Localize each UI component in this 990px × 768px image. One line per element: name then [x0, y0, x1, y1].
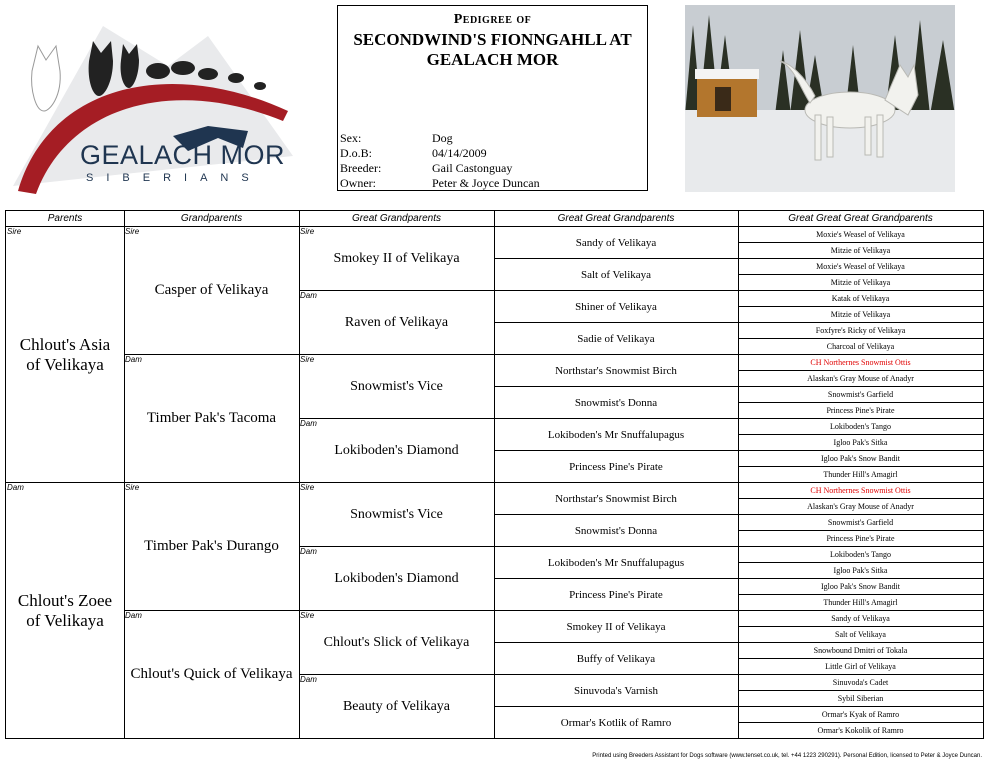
ancestor-cell-gen2 — [124, 611, 299, 739]
ancestor-cell-gen2 — [124, 483, 299, 611]
title-line-1: Pedigree of — [453, 12, 532, 27]
ancestor-name: Sybil Siberian — [837, 694, 884, 703]
ancestor-cell-gen5 — [738, 403, 983, 419]
ancestor-name: Timber Pak's Durango — [144, 538, 279, 554]
ancestor-name: Lokiboden's Mr Snuffalupagus — [547, 556, 685, 569]
ancestor-cell-gen5 — [738, 563, 983, 579]
ancestor-name: Casper of Velikaya — [154, 282, 269, 298]
ancestor-cell-gen4 — [494, 387, 738, 419]
ancestor-name: CH Northernes Snowmist Ottis — [810, 486, 911, 495]
ancestor-name: Smokey II of Velikaya — [333, 250, 460, 266]
header-parents: Parents — [6, 211, 124, 227]
ancestor-cell-gen3 — [299, 611, 494, 675]
ancestor-cell-gen5 — [738, 227, 983, 243]
ancestor-name: Ormar's Kokolik of Ramro — [817, 726, 904, 735]
ancestor-cell-gen3 — [299, 227, 494, 291]
sex-label: Sire — [300, 355, 315, 364]
ancestor-cell-gen5 — [738, 467, 983, 483]
ancestor-name: Sandy of Velikaya — [831, 614, 890, 623]
ancestor-cell-gen4 — [494, 611, 738, 643]
ancestor-name: Salt of Velikaya — [580, 268, 652, 281]
ancestor-name: Beauty of Velikaya — [342, 698, 451, 714]
ancestor-name: Katak of Velikaya — [831, 294, 890, 303]
ancestor-cell-gen4 — [494, 515, 738, 547]
sex-label: Dam — [300, 675, 317, 684]
ancestor-cell-gen5 — [738, 595, 983, 611]
info-sex: Sex: Dog — [340, 131, 453, 145]
ancestor-name: Snowmist's Vice — [350, 378, 443, 394]
ancestor-cell-gen5 — [738, 451, 983, 467]
info-dob: D.o.B: 04/14/2009 — [340, 146, 487, 160]
ancestor-cell-gen3 — [299, 483, 494, 547]
ancestor-cell-gen2 — [124, 355, 299, 483]
column-divider — [299, 211, 300, 738]
header-great-great-great-grandparents: Great Great Great Grandparents — [738, 211, 983, 227]
ancestor-cell-gen1 — [6, 483, 124, 739]
ancestor-cell-gen5 — [738, 307, 983, 323]
ancestor-cell-gen3 — [299, 291, 494, 355]
ancestor-cell-gen5 — [738, 611, 983, 627]
ancestor-cell-gen4 — [494, 483, 738, 515]
sex-label: Dam — [300, 419, 317, 428]
sex-label: Sire — [7, 227, 22, 236]
ancestor-name: Snowmist's Garfield — [827, 390, 894, 399]
header-great-grandparents: Great Grandparents — [299, 211, 494, 227]
title-line-2: SECONDWIND'S FIONNGAHLL AT — [353, 30, 632, 49]
ancestor-cell-gen5 — [738, 259, 983, 275]
ancestor-name: Timber Pak's Tacoma — [146, 410, 277, 426]
header-great-great-grandparents: Great Great Grandparents — [494, 211, 738, 227]
pedigree-info-box — [337, 5, 648, 191]
sex-label: Dam — [300, 547, 317, 556]
ancestor-name: Sandy of Velikaya — [575, 236, 657, 249]
ancestor-name: Moxie's Weasel of Velikaya — [816, 262, 905, 271]
ancestor-name: Chlout's Slick of Velikaya — [323, 634, 470, 650]
ancestor-name: Ormar's Kyak of Ramro — [821, 710, 900, 719]
ancestor-name: Sadie of Velikaya — [577, 332, 655, 345]
ancestor-name: Igloo Pak's Sitka — [833, 566, 888, 575]
ancestor-cell-gen5 — [738, 707, 983, 723]
ancestor-cell-gen4 — [494, 451, 738, 483]
ancestor-name: Northstar's Snowmist Birch — [555, 492, 677, 505]
ancestor-name: Snowmist's Garfield — [827, 518, 894, 527]
ancestor-cell-gen1 — [6, 227, 124, 483]
footer-note: Printed using Breeders Assistant for Dogs software (www.tenset.co.uk, tel. +44 1223 290291). Personal Edition, licensed to Peter & Joyce Duncan. — [592, 753, 982, 759]
info-owner: Owner: Peter & Joyce Duncan — [340, 176, 540, 190]
ancestor-name: Buffy of Velikaya — [576, 652, 656, 665]
ancestor-name: Sinuvoda's Cadet — [832, 678, 889, 687]
ancestor-name: Snowmist's Donna — [574, 396, 658, 409]
ancestor-name: Lokiboden's Tango — [830, 550, 891, 559]
logo-name: GEALACH MOR — [80, 140, 286, 170]
pedigree-table — [5, 210, 984, 739]
ancestor-cell-gen5 — [738, 355, 983, 371]
ancestor-name: Mitzie of Velikaya — [830, 278, 891, 287]
ancestor-name: Lokiboden's Diamond — [334, 442, 459, 458]
title-line-3: GEALACH MOR — [426, 50, 559, 69]
ancestor-name: Alaskan's Gray Mouse of Anadyr — [807, 502, 914, 511]
ancestor-name: Snowbound Dmitri of Tokala — [813, 646, 908, 655]
ancestor-name: Princess Pine's Pirate — [826, 534, 895, 543]
ancestor-cell-gen5 — [738, 483, 983, 499]
ancestor-name: Mitzie of Velikaya — [830, 246, 891, 255]
sex-label: Dam — [7, 483, 24, 492]
ancestor-name: Mitzie of Velikaya — [830, 310, 891, 319]
sex-label: Sire — [300, 611, 315, 620]
ancestor-name: Princess Pine's Pirate — [569, 460, 663, 473]
ancestor-cell-gen5 — [738, 419, 983, 435]
ancestor-name: Lokiboden's Mr Snuffalupagus — [547, 428, 685, 441]
ancestor-name: Chlout's Zoee of Velikaya — [17, 591, 113, 630]
ancestor-name: Shiner of Velikaya — [575, 300, 657, 313]
column-divider — [738, 211, 739, 738]
ancestor-name: Thunder Hill's Amagirl — [823, 470, 898, 479]
ancestor-name: Northstar's Snowmist Birch — [555, 364, 677, 377]
ancestor-name: Igloo Pak's Snow Bandit — [821, 454, 900, 463]
ancestor-cell-gen4 — [494, 643, 738, 675]
sex-label: Sire — [300, 483, 315, 492]
ancestor-cell-gen3 — [299, 547, 494, 611]
ancestor-cell-gen4 — [494, 227, 738, 259]
ancestor-name: Chlout's Asia of Velikaya — [19, 334, 111, 374]
ancestor-name: Little Girl of Velikaya — [825, 662, 896, 671]
kennel-logo — [8, 6, 308, 206]
ancestor-cell-gen5 — [738, 275, 983, 291]
ancestor-name: Lokiboden's Diamond — [334, 570, 459, 586]
ancestor-name: Smokey II of Velikaya — [566, 620, 666, 633]
column-divider — [494, 211, 495, 738]
ancestor-name: Igloo Pak's Snow Bandit — [821, 582, 900, 591]
ancestor-cell-gen4 — [494, 355, 738, 387]
sex-label: Dam — [300, 291, 317, 300]
logo-tagline: SIBERIANS — [86, 172, 262, 184]
sex-label: Sire — [125, 227, 140, 236]
dog-photo — [685, 5, 955, 192]
ancestor-cell-gen5 — [738, 531, 983, 547]
ancestor-cell-gen5 — [738, 339, 983, 355]
ancestor-name: CH Northernes Snowmist Ottis — [810, 358, 911, 367]
ancestor-cell-gen5 — [738, 243, 983, 259]
ancestor-cell-gen5 — [738, 627, 983, 643]
ancestor-cell-gen5 — [738, 547, 983, 563]
ancestor-cell-gen5 — [738, 499, 983, 515]
ancestor-cell-gen5 — [738, 435, 983, 451]
ancestor-cell-gen5 — [738, 579, 983, 595]
sex-label: Sire — [300, 227, 315, 236]
ancestor-cell-gen5 — [738, 291, 983, 307]
ancestor-name: Snowmist's Vice — [350, 506, 443, 522]
ancestor-cell-gen4 — [494, 291, 738, 323]
ancestor-cell-gen5 — [738, 643, 983, 659]
sex-label: Dam — [125, 611, 142, 620]
header-grandparents: Grandparents — [124, 211, 299, 227]
ancestor-cell-gen3 — [299, 419, 494, 483]
ancestor-cell-gen5 — [738, 323, 983, 339]
ancestor-cell-gen5 — [738, 659, 983, 675]
ancestor-cell-gen3 — [299, 355, 494, 419]
ancestor-name: Sinuvoda's Varnish — [574, 684, 658, 697]
ancestor-name: Moxie's Weasel of Velikaya — [816, 230, 905, 239]
ancestor-name: Salt of Velikaya — [835, 630, 886, 639]
ancestor-cell-gen5 — [738, 371, 983, 387]
ancestor-cell-gen3 — [299, 675, 494, 739]
ancestor-name: Raven of Velikaya — [344, 314, 449, 330]
ancestor-cell-gen5 — [738, 723, 983, 739]
ancestor-name: Lokiboden's Tango — [830, 422, 891, 431]
ancestor-cell-gen4 — [494, 675, 738, 707]
ancestor-cell-gen4 — [494, 419, 738, 451]
ancestor-cell-gen4 — [494, 323, 738, 355]
column-divider — [124, 211, 125, 738]
ancestor-cell-gen4 — [494, 547, 738, 579]
sex-label: Sire — [125, 483, 140, 492]
ancestor-name: Foxfyre's Ricky of Velikaya — [815, 326, 906, 335]
ancestor-cell-gen2 — [124, 227, 299, 355]
ancestor-name: Princess Pine's Pirate — [569, 588, 663, 601]
ancestor-name: Alaskan's Gray Mouse of Anadyr — [807, 374, 914, 383]
ancestor-cell-gen4 — [494, 259, 738, 291]
sex-label: Dam — [125, 355, 142, 364]
pedigree-title — [338, 10, 647, 70]
ancestor-name: Igloo Pak's Sitka — [833, 438, 888, 447]
ancestor-cell-gen5 — [738, 515, 983, 531]
ancestor-name: Thunder Hill's Amagirl — [823, 598, 898, 607]
ancestor-name: Snowmist's Donna — [574, 524, 658, 537]
ancestor-cell-gen4 — [494, 579, 738, 611]
ancestor-cell-gen5 — [738, 675, 983, 691]
ancestor-name: Princess Pine's Pirate — [826, 406, 895, 415]
ancestor-name: Ormar's Kotlik of Ramro — [560, 716, 672, 729]
ancestor-cell-gen5 — [738, 387, 983, 403]
ancestor-name: Chlout's Quick of Velikaya — [130, 666, 293, 682]
info-breeder: Breeder: Gail Castonguay — [340, 161, 513, 175]
ancestor-cell-gen4 — [494, 707, 738, 739]
ancestor-cell-gen5 — [738, 691, 983, 707]
ancestor-name: Charcoal of Velikaya — [826, 342, 895, 351]
